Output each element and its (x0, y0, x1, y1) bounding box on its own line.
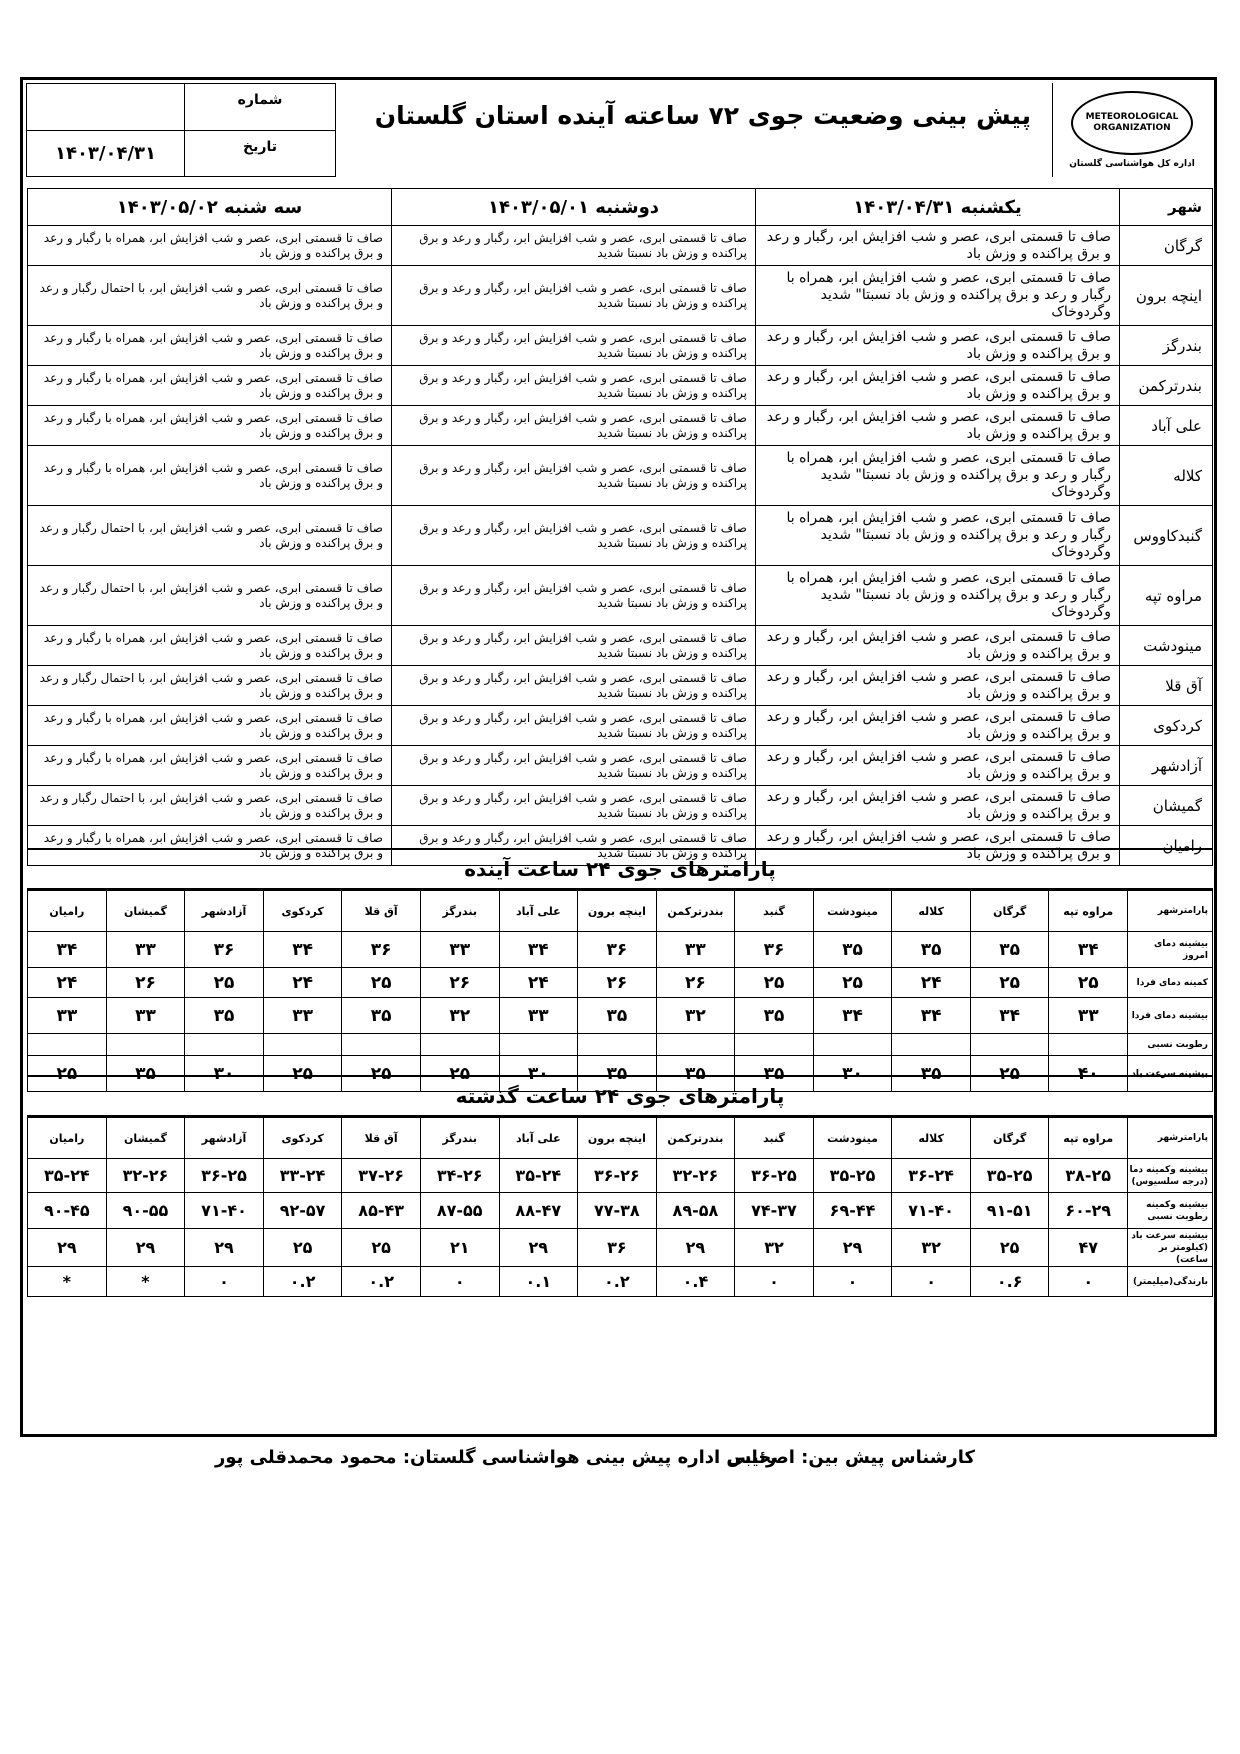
param-city-header: گمیشان (106, 891, 185, 932)
forecast-row (28, 326, 1213, 366)
city-name: مراوه تپه (1120, 566, 1213, 626)
param-value-cell: ۲۹ (185, 1229, 264, 1267)
page-title: پیش بینی وضعیت جوی ۷۲ ساعته آینده استان گلستان (374, 101, 1031, 130)
forecast-day3-cell: صاف تا قسمتی ابری، عصر و شب افزایش ابر، همراه با رگبار و رعد و برق پراکنده و وزش باد (28, 626, 392, 666)
forecast-day2-cell: صاف تا قسمتی ابری، عصر و شب افزایش ابر، رگبار و رعد و برق پراکنده و وزش باد نسبتا شدید (392, 626, 756, 666)
param-value-cell: ۳۶ (578, 932, 657, 968)
param-row-label: بیشینه وکمینه دما (درجه سلسیوس) (1128, 1159, 1213, 1193)
forecast-day3-cell: صاف تا قسمتی ابری، عصر و شب افزایش ابر، همراه با رگبار و رعد و برق پراکنده و وزش باد (28, 406, 392, 446)
param-value-cell: ۳۶-۲۵ (735, 1159, 814, 1193)
forecast-day1-cell: صاف تا قسمتی ابری، عصر و شب افزایش ابر، همراه با رگبار و رعد و برق پراکنده و وزش باد نسبتا" شدید وگردوخاک (756, 446, 1120, 506)
forecast-row (28, 506, 1213, 566)
city-name: کلاله (1120, 446, 1213, 506)
past-24h-table (27, 1117, 1213, 1297)
city-name: رامیان (1120, 826, 1213, 866)
param-row (28, 1267, 1213, 1297)
next-24h-table (27, 890, 1213, 1092)
city-name: کردکوی (1120, 706, 1213, 746)
param-value-cell (578, 1034, 657, 1056)
param-city-header: مینودشت (813, 891, 892, 932)
param-value-cell: ۳۳ (420, 932, 499, 968)
param-city-header: آزادشهر (185, 891, 264, 932)
param-value-cell: ۲۵ (735, 968, 814, 998)
head-signature: رئیس اداره پیش بینی هواشناسی گلستان: محمود محمدقلی پور (215, 1447, 777, 1468)
forecast-day3-cell: صاف تا قسمتی ابری، عصر و شب افزایش ابر، با احتمال رگبار و رعد و برق پراکنده و وزش باد (28, 566, 392, 626)
forecast-day2-cell: صاف تا قسمتی ابری، عصر و شب افزایش ابر، رگبار و رعد و برق پراکنده و وزش باد نسبتا شدید (392, 266, 756, 326)
forecast-day2-cell: صاف تا قسمتی ابری، عصر و شب افزایش ابر، رگبار و رعد و برق پراکنده و وزش باد نسبتا شدید (392, 506, 756, 566)
param-value-cell: ۲۵ (970, 968, 1049, 998)
param-row (28, 1034, 1213, 1056)
param-value-cell: ۷۱-۴۰ (185, 1193, 264, 1229)
param-value-cell: ۳۲-۲۶ (106, 1159, 185, 1193)
forecast-row (28, 666, 1213, 706)
param-value-cell: ۲۵ (263, 1229, 342, 1267)
param-row (28, 1229, 1213, 1267)
forecast-day2-cell: صاف تا قسمتی ابری، عصر و شب افزایش ابر، رگبار و رعد و برق پراکنده و وزش باد نسبتا شدید (392, 446, 756, 506)
past-24h-title: پارامترهای جوی ۲۴ ساعت گذشته (27, 1075, 1213, 1117)
param-city-header: گرگان (970, 891, 1049, 932)
param-city-header: آق قلا (342, 1118, 421, 1159)
city-name: گمیشان (1120, 786, 1213, 826)
forecast-day2-cell: صاف تا قسمتی ابری، عصر و شب افزایش ابر، رگبار و رعد و برق پراکنده و وزش باد نسبتا شدید (392, 566, 756, 626)
forecast-day3-cell: صاف تا قسمتی ابری، عصر و شب افزایش ابر، با احتمال رگبار و رعد و برق پراکنده و وزش باد (28, 666, 392, 706)
param-value-cell: ۰ (813, 1267, 892, 1297)
param-value-cell: ۲۵ (970, 1229, 1049, 1267)
param-row-label: بیشینه سرعت باد (1128, 1056, 1213, 1092)
forecast-day1-cell: صاف تا قسمتی ابری، عصر و شب افزایش ابر، همراه با رگبار و رعد و برق پراکنده و وزش باد نسبتا" شدید وگردوخاک (756, 566, 1120, 626)
day-header-3: سه شنبه ۱۴۰۳/۰۵/۰۲ (28, 189, 392, 226)
param-value-cell: ۳۴ (813, 998, 892, 1034)
param-value-cell: ۳۶ (185, 932, 264, 968)
past-24h-section (27, 1075, 1213, 1297)
param-row-label: بارندگی(میلیمتر) (1128, 1267, 1213, 1297)
param-value-cell: ۰.۲ (342, 1267, 421, 1297)
param-value-cell: ۳۴ (499, 932, 578, 968)
param-value-cell: ۳۶ (578, 1229, 657, 1267)
param-city-header: مینودشت (813, 1118, 892, 1159)
forecast-day1-cell: صاف تا قسمتی ابری، عصر و شب افزایش ابر، همراه با رگبار و رعد و برق پراکنده و وزش باد نسبتا" شدید وگردوخاک (756, 266, 1120, 326)
param-city-header: رامیان (28, 1118, 107, 1159)
param-value-cell: ۰.۲ (263, 1267, 342, 1297)
city-name: بندرگز (1120, 326, 1213, 366)
param-value-cell: ۸۸-۴۷ (499, 1193, 578, 1229)
param-value-cell: ۲۴ (892, 968, 971, 998)
city-name: گنبدکاووس (1120, 506, 1213, 566)
forecast-day1-cell: صاف تا قسمتی ابری، عصر و شب افزایش ابر، رگبار و رعد و برق پراکنده و وزش باد (756, 326, 1120, 366)
forecast-row (28, 446, 1213, 506)
forecast-day1-cell: صاف تا قسمتی ابری، عصر و شب افزایش ابر، رگبار و رعد و برق پراکنده و وزش باد (756, 746, 1120, 786)
param-value-cell: ۳۵ (656, 1056, 735, 1092)
param-value-cell: ۳۳ (499, 998, 578, 1034)
param-value-cell: ۶۹-۴۴ (813, 1193, 892, 1229)
param-value-cell (342, 1034, 421, 1056)
param-value-cell: ۲۵ (420, 1056, 499, 1092)
param-value-cell: ۳۵ (735, 1056, 814, 1092)
param-value-cell: ۳۵-۲۵ (813, 1159, 892, 1193)
forecast-row (28, 226, 1213, 266)
forecast-row (28, 626, 1213, 666)
param-city-header: گرگان (970, 1118, 1049, 1159)
param-value-cell: ۳۴ (892, 998, 971, 1034)
organization-logo (1052, 83, 1211, 177)
logo-caption: اداره کل هواشناسی گلستان (1069, 159, 1195, 169)
param-value-cell: ۳۴ (970, 998, 1049, 1034)
param-value-cell: ۳۵ (578, 998, 657, 1034)
param-value-cell: ۰ (735, 1267, 814, 1297)
param-city-header: اینچه برون (578, 1118, 657, 1159)
param-value-cell: ۰ (185, 1267, 264, 1297)
forecast-row (28, 786, 1213, 826)
param-value-cell: ۲۶ (656, 968, 735, 998)
param-value-cell: ۳۶ (342, 932, 421, 968)
param-value-cell: ۳۸-۲۵ (1049, 1159, 1128, 1193)
param-value-cell: ۳۵ (106, 1056, 185, 1092)
city-name: آزادشهر (1120, 746, 1213, 786)
forecast-table-section (27, 188, 1213, 866)
param-value-cell: ۹۱-۵۱ (970, 1193, 1049, 1229)
param-city-header: کردکوی (263, 891, 342, 932)
param-value-cell (1049, 1034, 1128, 1056)
next-24h-title: پارامترهای جوی ۲۴ ساعت آینده (27, 848, 1213, 890)
forecast-day1-cell: صاف تا قسمتی ابری، عصر و شب افزایش ابر، رگبار و رعد و برق پراکنده و وزش باد (756, 706, 1120, 746)
param-value-cell: ۲۵ (813, 968, 892, 998)
param-value-cell: ۲۹ (656, 1229, 735, 1267)
param-city-header: اینچه برون (578, 891, 657, 932)
city-name: اینچه برون (1120, 266, 1213, 326)
forecast-day1-cell: صاف تا قسمتی ابری، عصر و شب افزایش ابر، رگبار و رعد و برق پراکنده و وزش باد (756, 786, 1120, 826)
param-value-cell: ۲۶ (578, 968, 657, 998)
param-value-cell: ۰ (420, 1267, 499, 1297)
param-value-cell: ۳۳ (106, 998, 185, 1034)
forecast-day3-cell: صاف تا قسمتی ابری، عصر و شب افزایش ابر، با احتمال رگبار و رعد و برق پراکنده و وزش باد (28, 506, 392, 566)
param-value-cell (970, 1034, 1049, 1056)
param-city-header: مراوه تپه (1049, 1118, 1128, 1159)
param-value-cell (892, 1034, 971, 1056)
day-header-1: یکشنبه ۱۴۰۳/۰۴/۳۱ (756, 189, 1120, 226)
param-city-header: گنبد (735, 891, 814, 932)
forecast-day1-cell: صاف تا قسمتی ابری، عصر و شب افزایش ابر، رگبار و رعد و برق پراکنده و وزش باد (756, 406, 1120, 446)
param-city-header: بندرترکمن (656, 891, 735, 932)
forecast-day3-cell: صاف تا قسمتی ابری، عصر و شب افزایش ابر، با احتمال رگبار و رعد و برق پراکنده و وزش باد (28, 266, 392, 326)
forecast-row (28, 266, 1213, 326)
param-row (28, 932, 1213, 968)
param-city-header: رامیان (28, 891, 107, 932)
param-value-cell: ۰ (892, 1267, 971, 1297)
forecaster-signature: کارشناس پیش بین: اصحابی (726, 1447, 975, 1468)
param-value-cell: ۳۵-۲۴ (28, 1159, 107, 1193)
param-city-header: بندرگز (420, 891, 499, 932)
param-value-cell: ۲۱ (420, 1229, 499, 1267)
param-value-cell (735, 1034, 814, 1056)
param-value-cell: ۲۴ (499, 968, 578, 998)
param-value-cell: ۳۴ (1049, 932, 1128, 968)
param-value-cell: ۲۶ (106, 968, 185, 998)
param-value-cell: ۲۵ (1049, 968, 1128, 998)
date-label: تاریخ (185, 130, 336, 177)
param-city-header: کردکوی (263, 1118, 342, 1159)
param-value-cell: ۳۵-۲۵ (970, 1159, 1049, 1193)
param-value-cell: ۲۵ (342, 968, 421, 998)
forecast-day2-cell: صاف تا قسمتی ابری، عصر و شب افزایش ابر، رگبار و رعد و برق پراکنده و وزش باد نسبتا شدید (392, 706, 756, 746)
param-value-cell: ۳۷-۲۶ (342, 1159, 421, 1193)
param-value-cell: ۲۵ (263, 1056, 342, 1092)
forecast-day2-cell: صاف تا قسمتی ابری، عصر و شب افزایش ابر، رگبار و رعد و برق پراکنده و وزش باد نسبتا شدید (392, 406, 756, 446)
day-header-2: دوشنبه ۱۴۰۳/۰۵/۰۱ (392, 189, 756, 226)
param-value-cell: ۲۹ (499, 1229, 578, 1267)
forecast-day3-cell: صاف تا قسمتی ابری، عصر و شب افزایش ابر، همراه با رگبار و رعد و برق پراکنده و وزش باد (28, 706, 392, 746)
date-value: ۱۴۰۳/۰۴/۳۱ (27, 130, 185, 177)
next-24h-section (27, 848, 1213, 1092)
param-value-cell: ۶۰-۲۹ (1049, 1193, 1128, 1229)
param-value-cell (185, 1034, 264, 1056)
forecast-row (28, 566, 1213, 626)
param-value-cell: ۹۰-۵۵ (106, 1193, 185, 1229)
param-value-cell: ۹۰-۴۵ (28, 1193, 107, 1229)
param-value-cell: ۳۶-۲۵ (185, 1159, 264, 1193)
param-value-cell: ۲۴ (263, 968, 342, 998)
param-value-cell: ۳۳ (263, 998, 342, 1034)
param-city-header: گنبد (735, 1118, 814, 1159)
forecast-day3-cell: صاف تا قسمتی ابری، عصر و شب افزایش ابر، با احتمال رگبار و رعد و برق پراکنده و وزش باد (28, 786, 392, 826)
param-value-cell: ۲۴ (28, 968, 107, 998)
city-name: گرگان (1120, 226, 1213, 266)
forecast-day2-cell: صاف تا قسمتی ابری، عصر و شب افزایش ابر، رگبار و رعد و برق پراکنده و وزش باد نسبتا شدید (392, 786, 756, 826)
param-value-cell: ۳۳-۲۴ (263, 1159, 342, 1193)
param-value-cell: ۳۲ (420, 998, 499, 1034)
param-value-cell: ۲۹ (106, 1229, 185, 1267)
param-row-label: بیشینه وکمینه رطوبت نسبی (1128, 1193, 1213, 1229)
param-value-cell: ۳۰ (185, 1056, 264, 1092)
param-value-cell: ۳۲ (735, 1229, 814, 1267)
city-name: علی آباد (1120, 406, 1213, 446)
forecast-row (28, 746, 1213, 786)
param-row (28, 998, 1213, 1034)
param-value-cell: ۳۶-۲۴ (892, 1159, 971, 1193)
param-value-cell (813, 1034, 892, 1056)
param-value-cell: ۳۳ (106, 932, 185, 968)
param-value-cell: ۷۱-۴۰ (892, 1193, 971, 1229)
param-value-cell: ۰.۶ (970, 1267, 1049, 1297)
param-value-cell (263, 1034, 342, 1056)
param-value-cell: ۳۳ (656, 932, 735, 968)
forecast-day2-cell: صاف تا قسمتی ابری، عصر و شب افزایش ابر، رگبار و رعد و برق پراکنده و وزش باد نسبتا شدید (392, 366, 756, 406)
param-value-cell: ۳۵ (185, 998, 264, 1034)
logo-org-text: METEOROLOGICAL ORGANIZATION (1085, 112, 1179, 133)
forecast-day1-cell: صاف تا قسمتی ابری، عصر و شب افزایش ابر، رگبار و رعد و برق پراکنده و وزش باد (756, 826, 1120, 866)
param-value-cell: ۳۲ (656, 998, 735, 1034)
param-value-cell: ۴۷ (1049, 1229, 1128, 1267)
param-value-cell: ۳۶ (735, 932, 814, 968)
param-value-cell: ۸۷-۵۵ (420, 1193, 499, 1229)
param-value-cell: ۲۵ (342, 1056, 421, 1092)
forecast-day2-cell: صاف تا قسمتی ابری، عصر و شب افزایش ابر، رگبار و رعد و برق پراکنده و وزش باد نسبتا شدید (392, 666, 756, 706)
param-value-cell: ۲۵ (970, 1056, 1049, 1092)
param-city-header: علی آباد (499, 891, 578, 932)
param-value-cell (28, 1034, 107, 1056)
logo-emblem (1071, 91, 1193, 155)
param-value-cell: ۰ (1049, 1267, 1128, 1297)
param-value-cell: ۸۹-۵۸ (656, 1193, 735, 1229)
city-header: شهر (1120, 189, 1213, 226)
param-value-cell: ۲۵ (342, 1229, 421, 1267)
number-label: شماره (185, 84, 336, 131)
forecast-day1-cell: صاف تا قسمتی ابری، عصر و شب افزایش ابر، رگبار و رعد و برق پراکنده و وزش باد (756, 366, 1120, 406)
param-city-header: آق قلا (342, 891, 421, 932)
forecast-day3-cell: صاف تا قسمتی ابری، عصر و شب افزایش ابر، همراه با رگبار و رعد و برق پراکنده و وزش باد (28, 826, 392, 866)
param-value-cell: ۳۵ (578, 1056, 657, 1092)
param-value-cell: ۳۵-۲۴ (499, 1159, 578, 1193)
param-city-header: بندرگز (420, 1118, 499, 1159)
param-value-cell: ۰.۴ (656, 1267, 735, 1297)
forecast-day3-cell: صاف تا قسمتی ابری، عصر و شب افزایش ابر، همراه با رگبار و رعد و برق پراکنده و وزش باد (28, 446, 392, 506)
param-value-cell: ۲۹ (28, 1229, 107, 1267)
param-value-cell: ۳۵ (892, 932, 971, 968)
param-value-cell (106, 1034, 185, 1056)
forecast-day2-cell: صاف تا قسمتی ابری، عصر و شب افزایش ابر، رگبار و رعد و برق پراکنده و وزش باد نسبتا شدید (392, 226, 756, 266)
param-value-cell: ۳۰ (499, 1056, 578, 1092)
param-city-header: کلاله (892, 1118, 971, 1159)
param-row-label: رطوبت نسبی (1128, 1034, 1213, 1056)
param-city-header: علی آباد (499, 1118, 578, 1159)
param-row-label: بیشینه دمای امروز (1128, 932, 1213, 968)
param-value-cell: ۲۵ (28, 1056, 107, 1092)
forecast-row (28, 366, 1213, 406)
param-value-cell: ۲۵ (185, 968, 264, 998)
param-value-cell (420, 1034, 499, 1056)
forecast-row (28, 406, 1213, 446)
param-row (28, 1193, 1213, 1229)
param-value-cell: ۳۴ (28, 932, 107, 968)
forecast-day2-cell: صاف تا قسمتی ابری، عصر و شب افزایش ابر، رگبار و رعد و برق پراکنده و وزش باد نسبتا شدید (392, 326, 756, 366)
param-value-cell: ۳۵ (342, 998, 421, 1034)
city-name: آق قلا (1120, 666, 1213, 706)
param-value-cell: ۳۵ (970, 932, 1049, 968)
param-value-cell: ۳۵ (892, 1056, 971, 1092)
param-value-cell: ۹۲-۵۷ (263, 1193, 342, 1229)
param-corner-header: پارامترشهر (1128, 891, 1213, 932)
param-value-cell: ۸۵-۴۳ (342, 1193, 421, 1229)
forecast-day1-cell: صاف تا قسمتی ابری، عصر و شب افزایش ابر، رگبار و رعد و برق پراکنده و وزش باد (756, 666, 1120, 706)
param-value-cell: ۰.۱ (499, 1267, 578, 1297)
forecast-day2-cell: صاف تا قسمتی ابری، عصر و شب افزایش ابر، رگبار و رعد و برق پراکنده و وزش باد نسبتا شدید (392, 826, 756, 866)
param-value-cell: ۳۴-۲۶ (420, 1159, 499, 1193)
meta-box (26, 83, 336, 177)
param-row (28, 968, 1213, 998)
param-value-cell: ۳۳ (1049, 998, 1128, 1034)
param-value-cell: ۳۲-۲۶ (656, 1159, 735, 1193)
document-header (26, 83, 1211, 177)
param-row-label: بیشینه سرعت باد (کیلومتر بر ساعت) (1128, 1229, 1213, 1267)
param-value-cell: ۳۵ (813, 932, 892, 968)
param-value-cell: * (106, 1267, 185, 1297)
forecast-day3-cell: صاف تا قسمتی ابری، عصر و شب افزایش ابر، همراه با رگبار و رعد و برق پراکنده و وزش باد (28, 226, 392, 266)
param-value-cell: ۴۰ (1049, 1056, 1128, 1092)
forecast-day3-cell: صاف تا قسمتی ابری، عصر و شب افزایش ابر، همراه با رگبار و رعد و برق پراکنده و وزش باد (28, 326, 392, 366)
param-value-cell: ۷۷-۳۸ (578, 1193, 657, 1229)
param-row (28, 1159, 1213, 1193)
param-row-label: بیشینه دمای فردا (1128, 998, 1213, 1034)
param-city-header: کلاله (892, 891, 971, 932)
param-value-cell: ۳۴ (263, 932, 342, 968)
document-frame (20, 77, 1217, 1437)
param-value-cell (499, 1034, 578, 1056)
forecast-day1-cell: صاف تا قسمتی ابری، عصر و شب افزایش ابر، رگبار و رعد و برق پراکنده و وزش باد (756, 226, 1120, 266)
number-value (27, 84, 185, 131)
forecast-day3-cell: صاف تا قسمتی ابری، عصر و شب افزایش ابر، همراه با رگبار و رعد و برق پراکنده و وزش باد (28, 746, 392, 786)
param-corner-header: پارامترشهر (1128, 1118, 1213, 1159)
forecast-row (28, 706, 1213, 746)
param-value-cell: ۷۴-۳۷ (735, 1193, 814, 1229)
param-city-header: آزادشهر (185, 1118, 264, 1159)
param-city-header: مراوه تپه (1049, 891, 1128, 932)
param-value-cell: * (28, 1267, 107, 1297)
forecast-day1-cell: صاف تا قسمتی ابری، عصر و شب افزایش ابر، رگبار و رعد و برق پراکنده و وزش باد (756, 626, 1120, 666)
param-value-cell: ۲۹ (813, 1229, 892, 1267)
forecast-table (27, 188, 1213, 866)
param-city-header: گمیشان (106, 1118, 185, 1159)
forecast-day3-cell: صاف تا قسمتی ابری، عصر و شب افزایش ابر، همراه با رگبار و رعد و برق پراکنده و وزش باد (28, 366, 392, 406)
param-value-cell: ۳۶-۲۶ (578, 1159, 657, 1193)
city-name: بندرترکمن (1120, 366, 1213, 406)
param-city-header: بندرترکمن (656, 1118, 735, 1159)
forecast-day2-cell: صاف تا قسمتی ابری، عصر و شب افزایش ابر، رگبار و رعد و برق پراکنده و وزش باد نسبتا شدید (392, 746, 756, 786)
param-row-label: کمینه دمای فردا (1128, 968, 1213, 998)
param-value-cell: ۳۰ (813, 1056, 892, 1092)
param-value-cell: ۳۵ (735, 998, 814, 1034)
city-name: مینودشت (1120, 626, 1213, 666)
param-value-cell: ۲۶ (420, 968, 499, 998)
param-value-cell (656, 1034, 735, 1056)
param-value-cell: ۰.۲ (578, 1267, 657, 1297)
param-value-cell: ۳۳ (28, 998, 107, 1034)
forecast-day1-cell: صاف تا قسمتی ابری، عصر و شب افزایش ابر، همراه با رگبار و رعد و برق پراکنده و وزش باد نسبتا" شدید وگردوخاک (756, 506, 1120, 566)
param-value-cell: ۳۲ (892, 1229, 971, 1267)
